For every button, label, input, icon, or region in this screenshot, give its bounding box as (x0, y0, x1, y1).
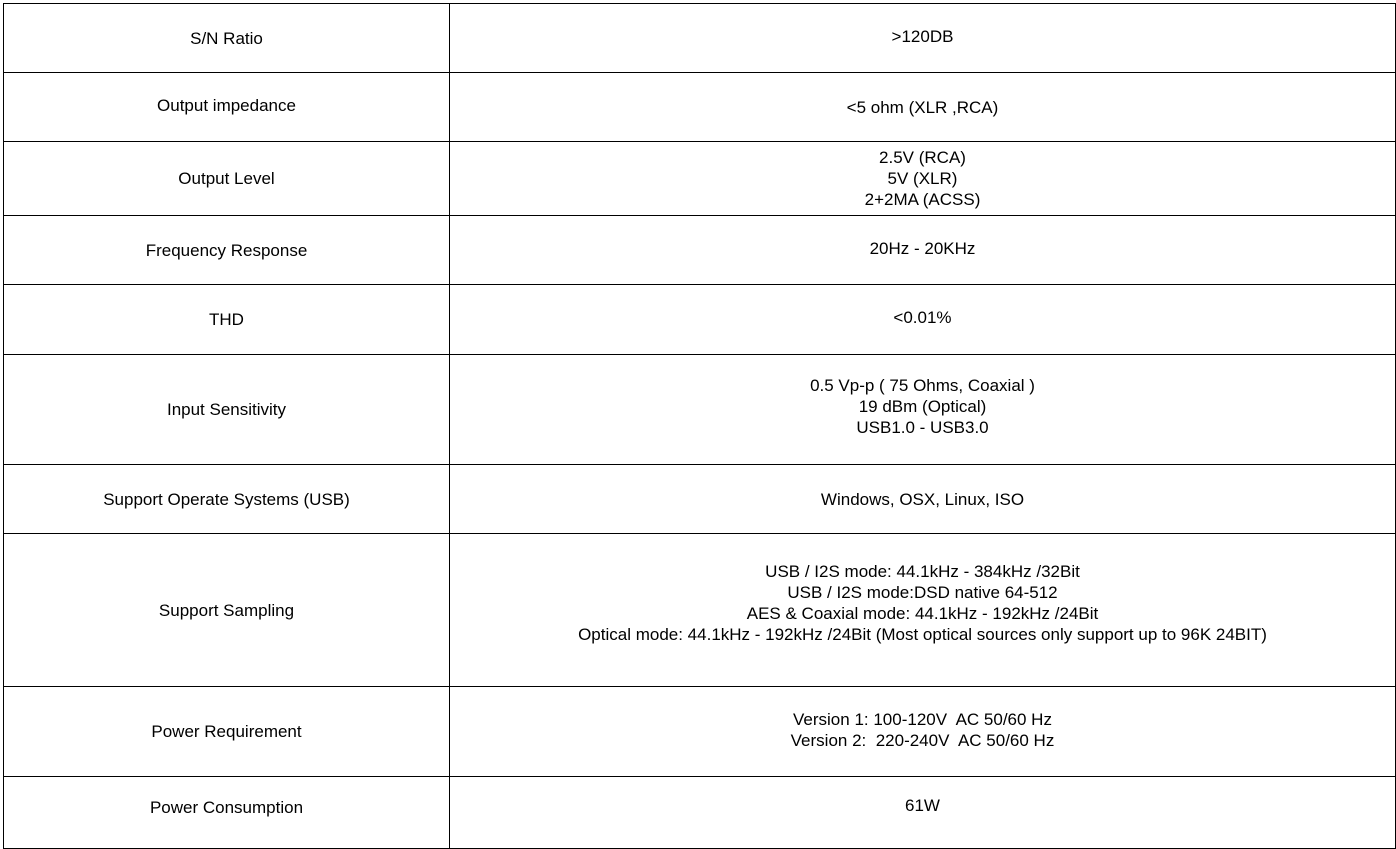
spec-table-body (4, 4, 1396, 849)
spec-value (450, 687, 1396, 777)
spec-value-line: USB / I2S mode:DSD native 64-512 (787, 583, 1058, 602)
spec-value-line: Windows, OSX, Linux, ISO (820, 489, 1025, 509)
spec-value (450, 4, 1396, 73)
spec-value (450, 355, 1396, 465)
spec-value-line: Version 2: 220-240V AC 50/60 Hz (790, 730, 1055, 750)
spec-table (3, 3, 1396, 849)
spec-value (450, 285, 1396, 355)
spec-label: Power Consumption (4, 777, 450, 849)
table-row (4, 777, 1396, 849)
spec-value (450, 777, 1396, 849)
spec-value-line: 61W (905, 796, 940, 815)
table-row (4, 285, 1396, 355)
spec-label: Input Sensitivity (4, 355, 450, 465)
spec-value (450, 142, 1396, 216)
spec-value-line: 20Hz - 20KHz (869, 238, 976, 258)
spec-value-line: <5 ohm (XLR ,RCA) (846, 97, 999, 117)
table-row (4, 73, 1396, 142)
spec-label: Output impedance (4, 73, 450, 142)
spec-value-line: USB / I2S mode: 44.1kHz - 384kHz /32Bit (765, 562, 1080, 581)
spec-value-line: USB1.0 - USB3.0 (856, 418, 989, 437)
table-row (4, 355, 1396, 465)
spec-label: S/N Ratio (4, 4, 450, 73)
spec-label: Power Requirement (4, 687, 450, 777)
spec-value (450, 465, 1396, 534)
table-row (4, 216, 1396, 285)
spec-value-line: <0.01% (893, 308, 952, 327)
table-row (4, 4, 1396, 73)
spec-value-line: 2.5V (RCA) (879, 148, 966, 167)
spec-value (450, 73, 1396, 142)
spec-label: Support Sampling (4, 534, 450, 687)
spec-value (450, 534, 1396, 687)
spec-value-line: Version 1: 100-120V AC 50/60 Hz (793, 709, 1052, 729)
spec-label: THD (4, 285, 450, 355)
spec-value (450, 216, 1396, 285)
spec-value-line: 5V (XLR) (887, 169, 958, 188)
table-row (4, 687, 1396, 777)
spec-label: Support Operate Systems (USB) (4, 465, 450, 534)
spec-value-line: Optical mode: 44.1kHz - 192kHz /24Bit (Most optical sources only support up to 96K 24BIT) (578, 625, 1267, 644)
table-row (4, 534, 1396, 687)
table-row (4, 465, 1396, 534)
spec-value-line: 2+2MA (ACSS) (864, 190, 981, 209)
spec-label: Frequency Response (4, 216, 450, 285)
spec-value-line: 0.5 Vp-p ( 75 Ohms, Coaxial ) (810, 376, 1035, 395)
spec-value-line: 19 dBm (Optical) (858, 397, 987, 416)
table-row (4, 142, 1396, 216)
spec-value-line: >120DB (891, 26, 954, 46)
spec-label: Output Level (4, 142, 450, 216)
spec-value-line: AES & Coaxial mode: 44.1kHz - 192kHz /24Bit (746, 604, 1099, 623)
